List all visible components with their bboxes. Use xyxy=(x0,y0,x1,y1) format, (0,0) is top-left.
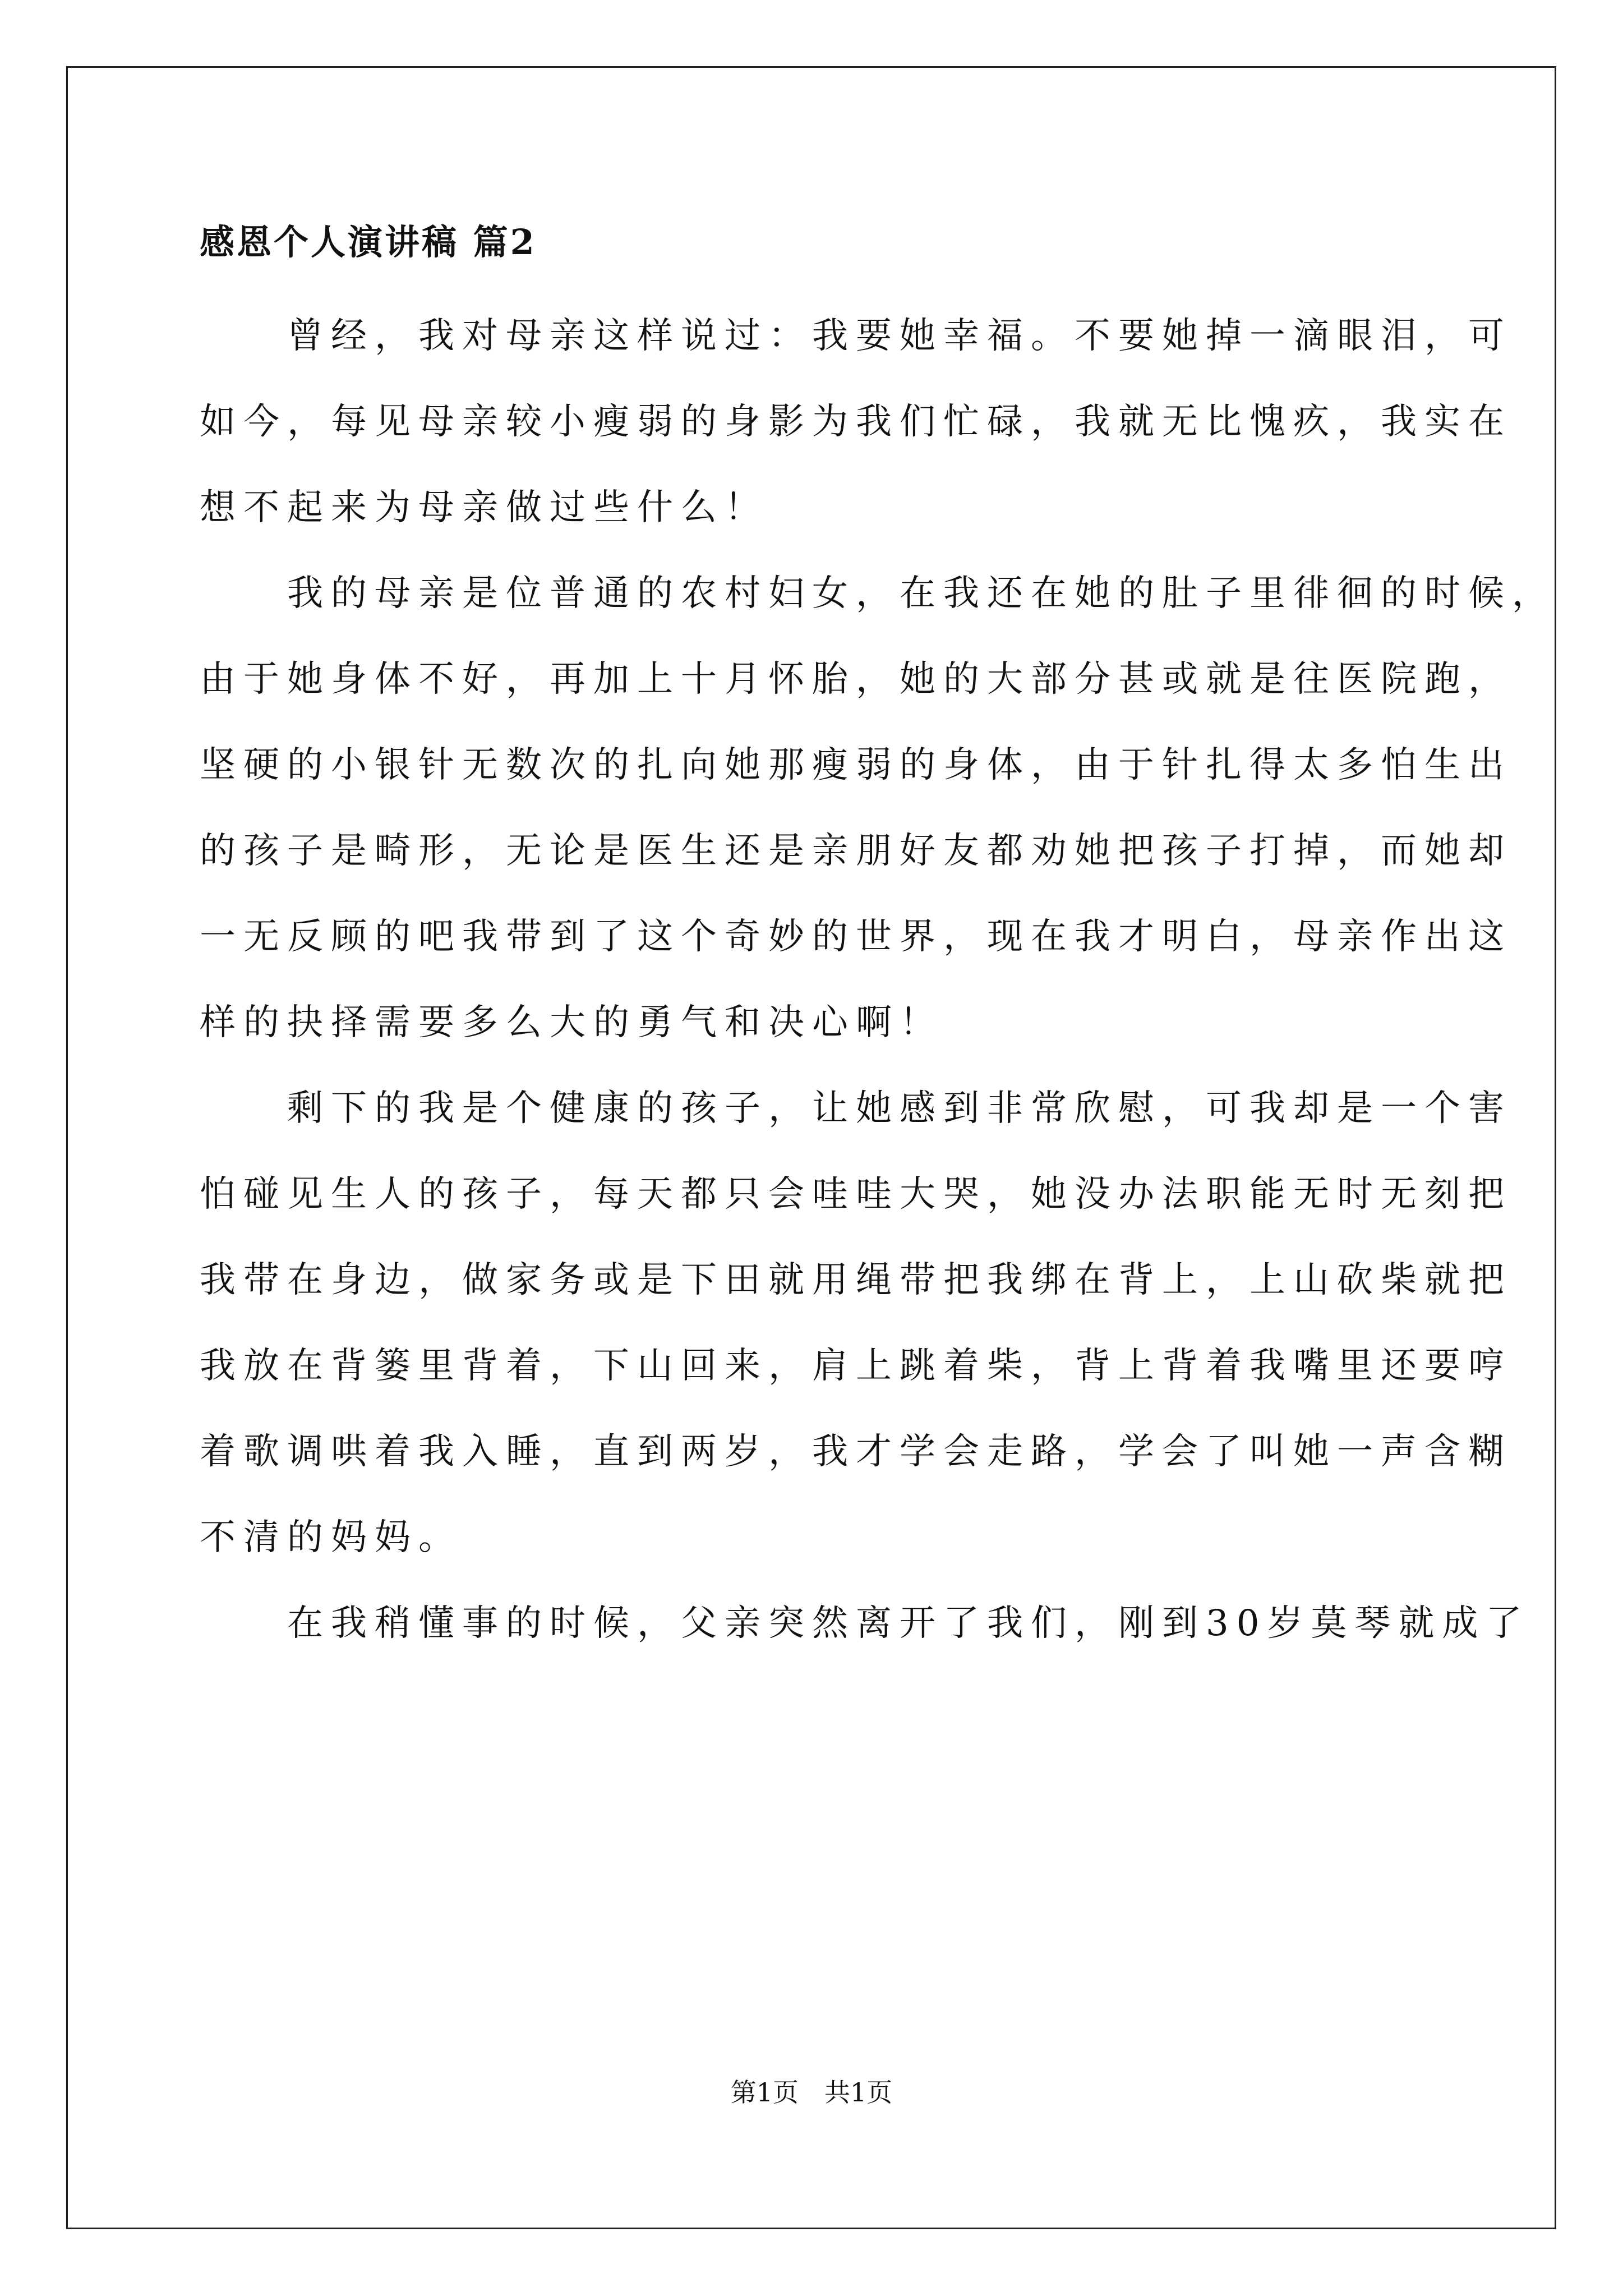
text-line: 想不起来为母亲做过些什么！ xyxy=(200,487,768,528)
text-line: 由于她身体不好，再加上十月怀胎，她的大部分甚或就是往医院跑， xyxy=(200,659,1512,700)
document-title: 感恩个人演讲稿 篇2 xyxy=(200,222,537,263)
text-line: 样的抉择需要多么大的勇气和决心啊！ xyxy=(200,1002,943,1043)
document-body xyxy=(200,222,1556,1689)
text-line: 曾经，我对母亲这样说过：我要她幸福。不要她掉一滴眼泪，可 xyxy=(200,315,1512,357)
text-line: 我的母亲是位普通的农村妇女，在我还在她的肚子里徘徊的时候， xyxy=(200,573,1556,614)
text-lines xyxy=(200,315,1556,1689)
text-line: 怕碰见生人的孩子，每天都只会哇哇大哭，她没办法职能无时无刻把 xyxy=(200,1174,1512,1215)
text-line: 不清的妈妈。 xyxy=(200,1517,462,1558)
text-line: 着歌调哄着我入睡，直到两岁，我才学会走路，学会了叫她一声含糊 xyxy=(200,1431,1512,1473)
text-line: 的孩子是畸形，无论是医生还是亲朋好友都劝她把孩子打掉，而她却 xyxy=(200,830,1512,872)
text-line: 坚硬的小银针无数次的扎向她那瘦弱的身体，由于针扎得太多怕生出 xyxy=(200,744,1512,786)
text-line: 一无反顾的吧我带到了这个奇妙的世界，现在我才明白，母亲作出这 xyxy=(200,916,1512,958)
text-line: 在我稍懂事的时候，父亲突然离开了我们，刚到30岁莫琴就成了 xyxy=(200,1603,1530,1644)
text-line: 我带在身边，做家务或是下田就用绳带把我绑在背上，上山砍柴就把 xyxy=(200,1259,1512,1301)
text-line: 剩下的我是个健康的孩子，让她感到非常欣慰，可我却是一个害 xyxy=(200,1088,1512,1129)
text-line: 如今，每见母亲较小瘦弱的身影为我们忙碌，我就无比愧疚，我实在 xyxy=(200,401,1512,443)
page-number: 第1页 共1页 xyxy=(730,2077,893,2108)
text-line: 我放在背篓里背着，下山回来，肩上跳着柴，背上背着我嘴里还要哼 xyxy=(200,1345,1512,1387)
